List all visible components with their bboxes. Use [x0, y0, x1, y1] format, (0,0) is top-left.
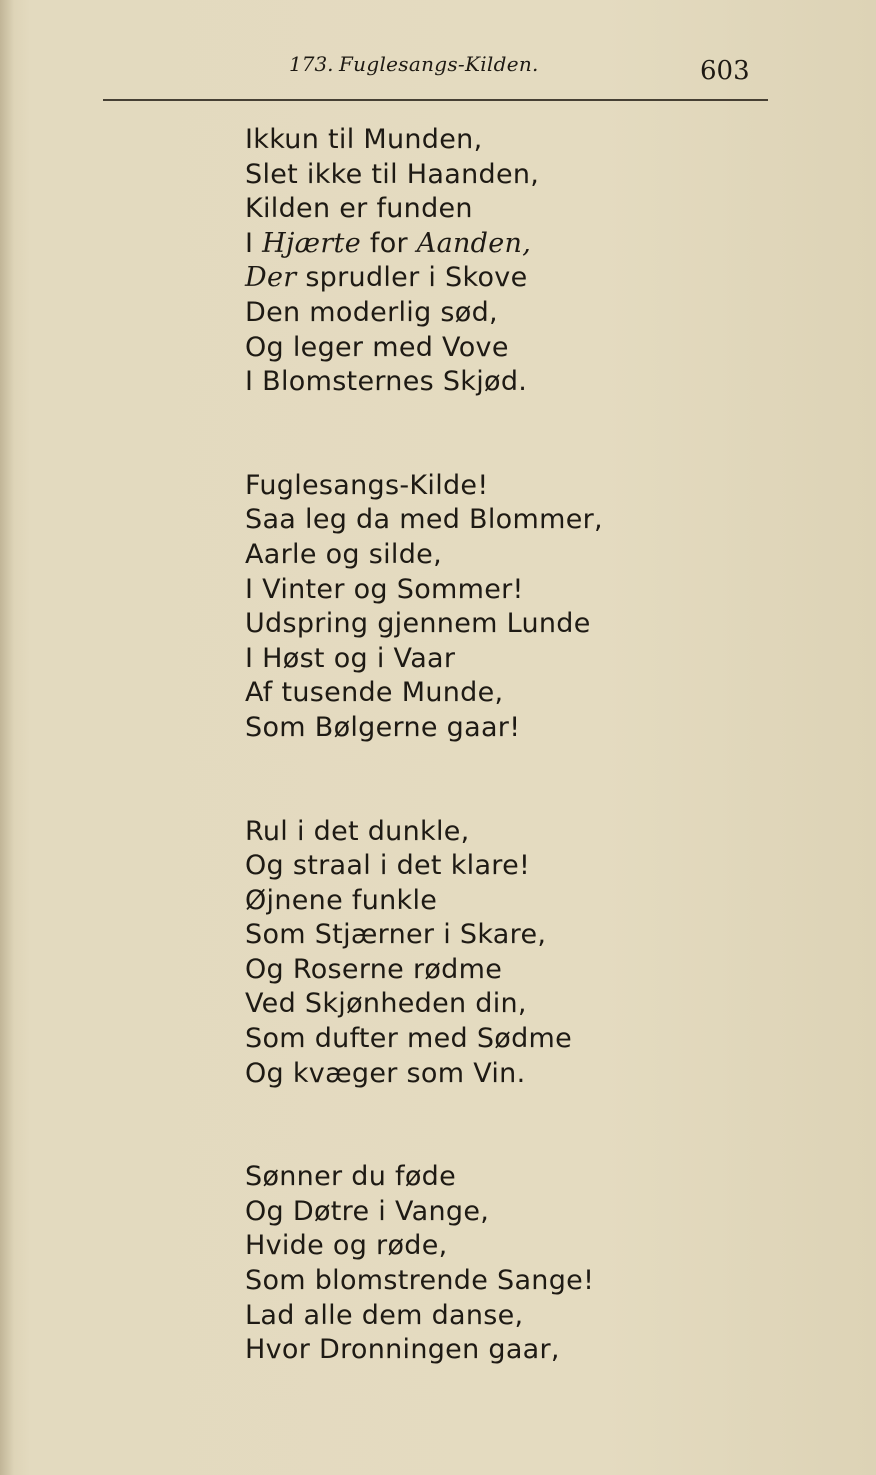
verse-line: Som Stjærner i Skare, — [245, 919, 547, 951]
italic-word: Aanden, — [416, 227, 532, 259]
verse-line: Slet ikke til Haanden, — [245, 158, 540, 190]
verse-line: Der sprudler i Skove — [245, 262, 528, 294]
running-header — [0, 52, 876, 96]
verse-line: Som Bølgerne gaar! — [245, 711, 521, 743]
verse-line: Og kvæger som Vin. — [245, 1057, 526, 1089]
verse-line: Ved Skjønheden din, — [245, 988, 527, 1020]
verse-line: Hvor Dronningen gaar, — [245, 1334, 560, 1366]
verse-line: Af tusende Munde, — [245, 677, 504, 709]
verse-line: I Blomsternes Skjød. — [245, 366, 528, 398]
verse-line: Udspring gjennem Lunde — [245, 608, 591, 640]
verse-line: Rul i det dunkle, — [245, 815, 470, 847]
stanza-4 — [245, 1160, 845, 1368]
verse-line: Kilden er funden — [245, 193, 473, 225]
verse-line: Lad alle dem danse, — [245, 1299, 524, 1331]
verse-line: Som blomstrende Sange! — [245, 1265, 595, 1297]
poem — [245, 123, 845, 1368]
verse-line: Og Døtre i Vange, — [245, 1195, 490, 1227]
verse-line: Aarle og silde, — [245, 538, 442, 570]
italic-word: Der — [245, 262, 297, 294]
binding-shadow — [0, 0, 14, 1475]
running-title: Fuglesangs-Kilden. — [339, 52, 539, 76]
header-rule — [103, 99, 768, 101]
verse-line: Øjnene funkle — [245, 884, 438, 916]
verse-line: Sønner du føde — [245, 1161, 456, 1193]
verse-line: Hvide og røde, — [245, 1230, 448, 1262]
verse-line: Fuglesangs-Kilde! — [245, 469, 489, 501]
verse-line: I Vinter og Sommer! — [245, 573, 524, 605]
verse-line: Den moderlig sød, — [245, 296, 498, 328]
page-number: 603 — [700, 56, 750, 86]
verse-line: Ikkun til Munden, — [245, 124, 483, 155]
stanza-gap — [245, 1091, 845, 1160]
italic-word: Hjærte — [262, 227, 361, 259]
stanza-1 — [245, 123, 845, 400]
stanza-gap — [245, 746, 845, 815]
verse-line: Og Roserne rødme — [245, 953, 503, 985]
verse-line: Og leger med Vove — [245, 331, 509, 363]
verse-line: Og straal i det klare! — [245, 850, 531, 882]
stanza-gap — [245, 400, 845, 469]
chapter-number: 173. — [289, 52, 334, 76]
verse-line: Som dufter med Sødme — [245, 1023, 573, 1055]
verse-line: Saa leg da med Blommer, — [245, 504, 603, 536]
verse-line: I Høst og i Vaar — [245, 642, 456, 674]
verse-line: I Hjærte for Aanden, — [245, 227, 532, 259]
stanza-2 — [245, 469, 845, 746]
stanza-3 — [245, 815, 845, 1092]
